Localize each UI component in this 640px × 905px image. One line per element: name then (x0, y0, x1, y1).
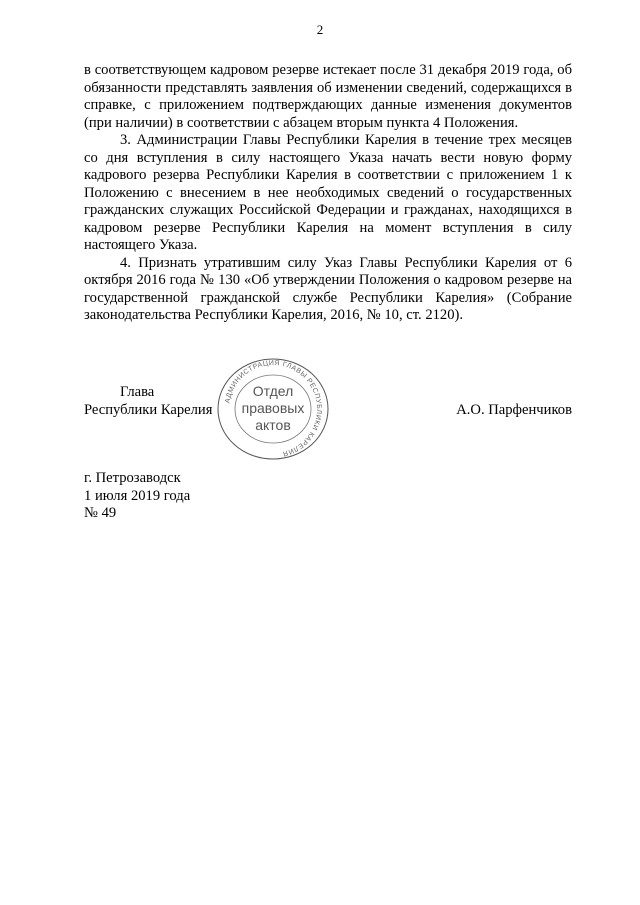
official-stamp (213, 354, 333, 464)
stamp-line3: актов (255, 417, 291, 433)
footer-city: г. Петрозаводск (84, 470, 181, 486)
signatory-title-line2: Республики Карелия (84, 401, 213, 418)
signatory-title (84, 384, 212, 419)
page-number: 2 (316, 22, 324, 37)
signatory-name: А.О. Парфенчиков (456, 401, 572, 418)
stamp-ring-text: АДМИНИСТРАЦИЯ ГЛАВЫ РЕСПУБЛИКИ КАРЕЛИЯ (224, 359, 323, 457)
stamp-line2: правовых (241, 400, 305, 416)
footer-date: 1 июля 2019 года (84, 487, 191, 504)
paragraph-item-3: 3. Администрации Главы Республики Карелия в течение трех месяцев со дня вступления в силу настоящего Указа начать вести новую форму кадрового резерва Республики Карелия в соответствии с приложением 1 к Положению с внесением в нее необходимых сведений о государственных гражданских служащих Российской Федерации и гражданах, находящихся в кадровом резерве Республики Карелия на момент вступления в силу настоящего Указа. (84, 132, 572, 253)
document-body (84, 62, 572, 325)
paragraph-continuation: в соответствующем кадровом резерве истекает после 31 декабря 2019 года, об обязанности представлять заявления об изменении сведений, содержащихся в справке, с приложением подтверждающих данные изменения документов (при наличии) в соответствии с абзацем вторым пункта 4 Положения. (84, 62, 572, 131)
footer-number: № 49 (84, 505, 117, 521)
document-footer (84, 470, 190, 523)
stamp-line1: Отдел (252, 383, 294, 399)
paragraph-item-4: 4. Признать утратившим силу Указ Главы Республики Карелия от 6 октября 2016 года № 130 «Об утверждении Положения о кадровом резерве на государственной гражданской службе Республики Карелия» (Собрание законодательства Республики Карелия, 2016, № 10, ст. 2120). (84, 254, 572, 323)
signatory-title-line1: Глава (120, 384, 155, 400)
